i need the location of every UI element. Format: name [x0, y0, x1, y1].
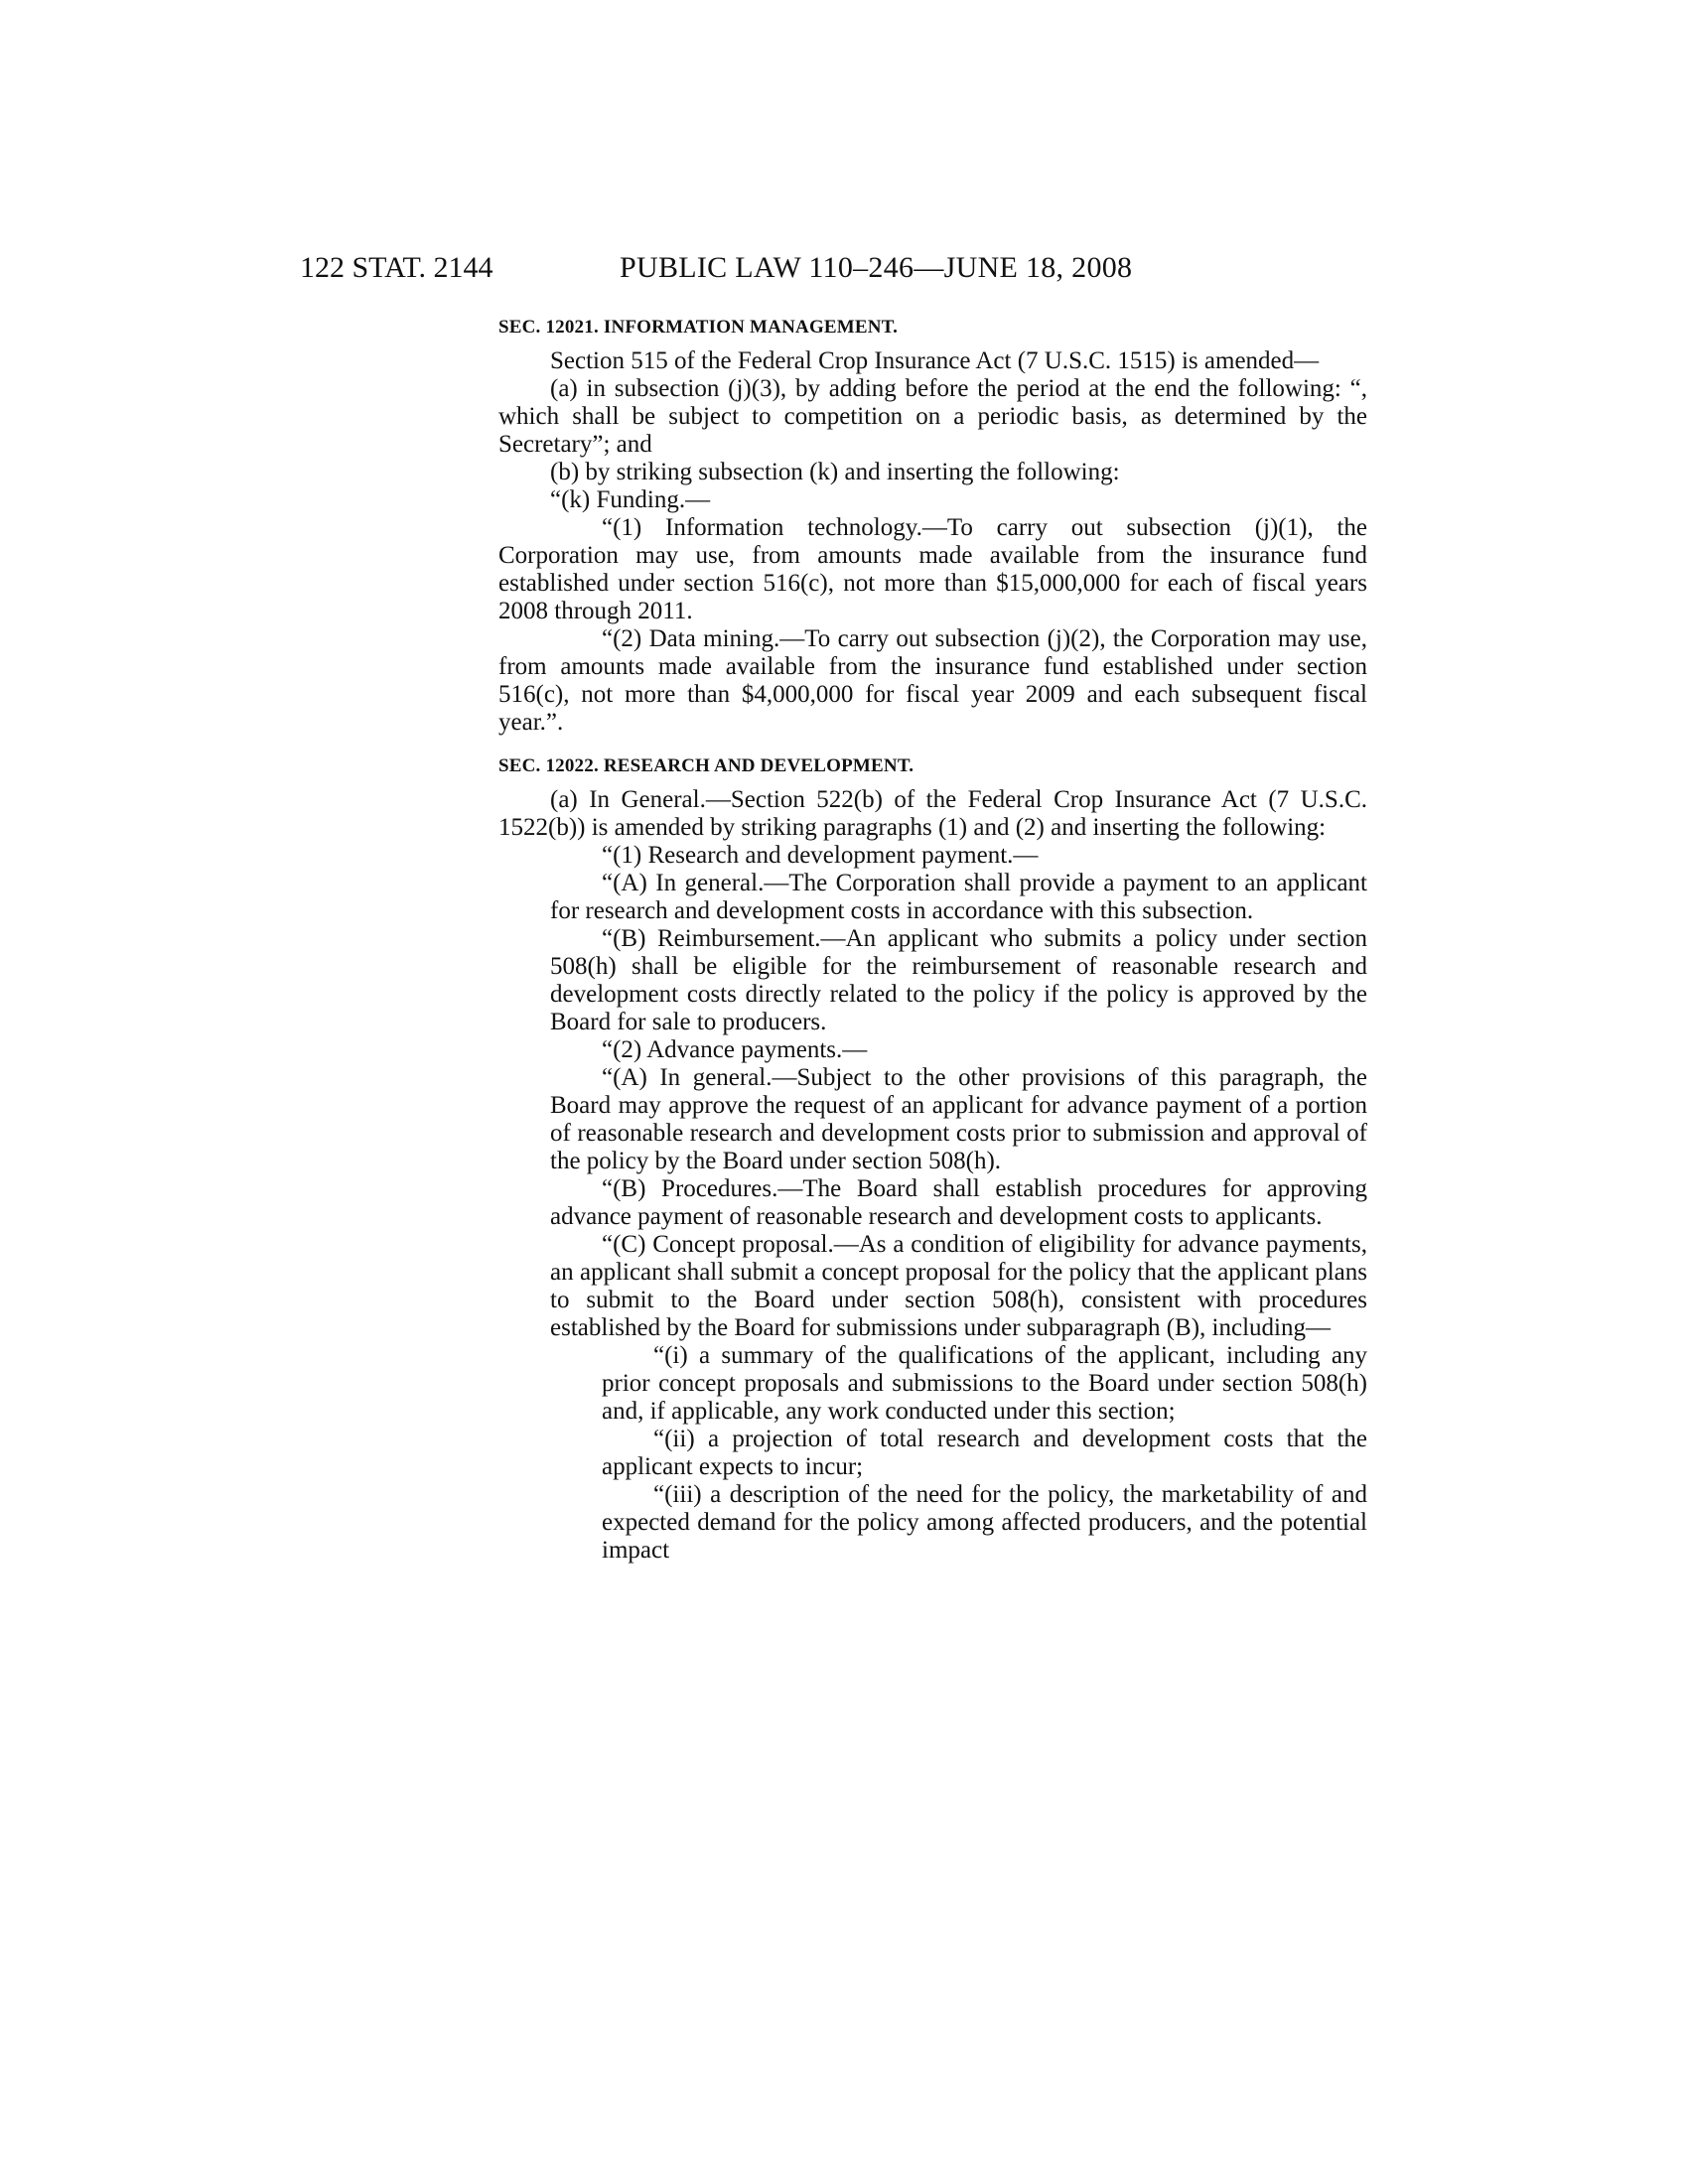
running-head-title: PUBLIC LAW 110–246—JUNE 18, 2008	[620, 251, 1133, 284]
paragraph: “(1) Research and development payment.—	[602, 842, 1039, 869]
paragraph: “(2) Advance payments.—	[602, 1036, 868, 1063]
stat-page-number: 122 STAT. 2144	[300, 251, 493, 284]
paragraph: “(iii) a description of the need for the policy, the marketability of and expected demand for the policy among affected producers, and the potential impact	[602, 1481, 1367, 1564]
paragraph: (b) by striking subsection (k) and inserting the following:	[550, 459, 1120, 485]
paragraph: “(C) Concept proposal.—As a condition of eligibility for advance payments, an applicant shall submit a concept proposal for the policy that the applicant plans to submit to the Board under section 508(h), consistent with procedures established by the Board for submissions under subparagraph (B), including—	[550, 1231, 1367, 1341]
paragraph: “(A) In general.—The Corporation shall provide a payment to an applicant for research and development costs in accordance with this subsection.	[550, 870, 1367, 924]
paragraph: “(i) a summary of the qualifications of the applicant, including any prior concept proposals and submissions to the Board under section 508(h) and, if applicable, any work conducted under this section;	[602, 1342, 1367, 1425]
paragraph: “(ii) a projection of total research and development costs that the applicant expects to incur;	[602, 1426, 1367, 1480]
paragraph: (a) In General.—Section 522(b) of the Federal Crop Insurance Act (7 U.S.C. 1522(b)) is amended by striking paragraphs (1) and (2) and inserting the following:	[498, 786, 1367, 841]
paragraph: “(B) Procedures.—The Board shall establish procedures for approving advance payment of reasonable research and development costs to applicants.	[550, 1175, 1367, 1230]
paragraph: (a) in subsection (j)(3), by adding before the period at the end the following: “, which shall be subject to competition on a periodic basis, as determined by the Secretary”; and	[498, 375, 1367, 458]
page-header	[300, 248, 1370, 288]
paragraph: “(B) Reimbursement.—An applicant who submits a policy under section 508(h) shall be eligible for the reimbursement of reasonable research and development costs directly related to the policy if the policy is approved by the Board for sale to producers.	[550, 925, 1367, 1035]
paragraph: “(k) Funding.—	[550, 486, 711, 513]
body-text	[498, 316, 1367, 1565]
section-heading: SEC. 12021. INFORMATION MANAGEMENT.	[498, 317, 899, 338]
paragraph: Section 515 of the Federal Crop Insurance Act (7 U.S.C. 1515) is amended—	[550, 347, 1320, 374]
section-heading: SEC. 12022. RESEARCH AND DEVELOPMENT.	[498, 755, 914, 776]
paragraph: “(2) Data mining.—To carry out subsection (j)(2), the Corporation may use, from amounts made available from the insurance fund established under section 516(c), not more than $4,000,000 for fiscal year 2009 and each subsequent fiscal year.”.	[498, 625, 1367, 736]
paragraph: “(1) Information technology.—To carry out subsection (j)(1), the Corporation may use, from amounts made available from the insurance fund established under section 516(c), not more than $15,000,000 for each of fiscal years 2008 through 2011.	[498, 514, 1367, 624]
paragraph: “(A) In general.—Subject to the other provisions of this paragraph, the Board may approve the request of an applicant for advance payment of a portion of reasonable research and development costs prior to submission and approval of the policy by the Board under section 508(h).	[550, 1064, 1367, 1174]
